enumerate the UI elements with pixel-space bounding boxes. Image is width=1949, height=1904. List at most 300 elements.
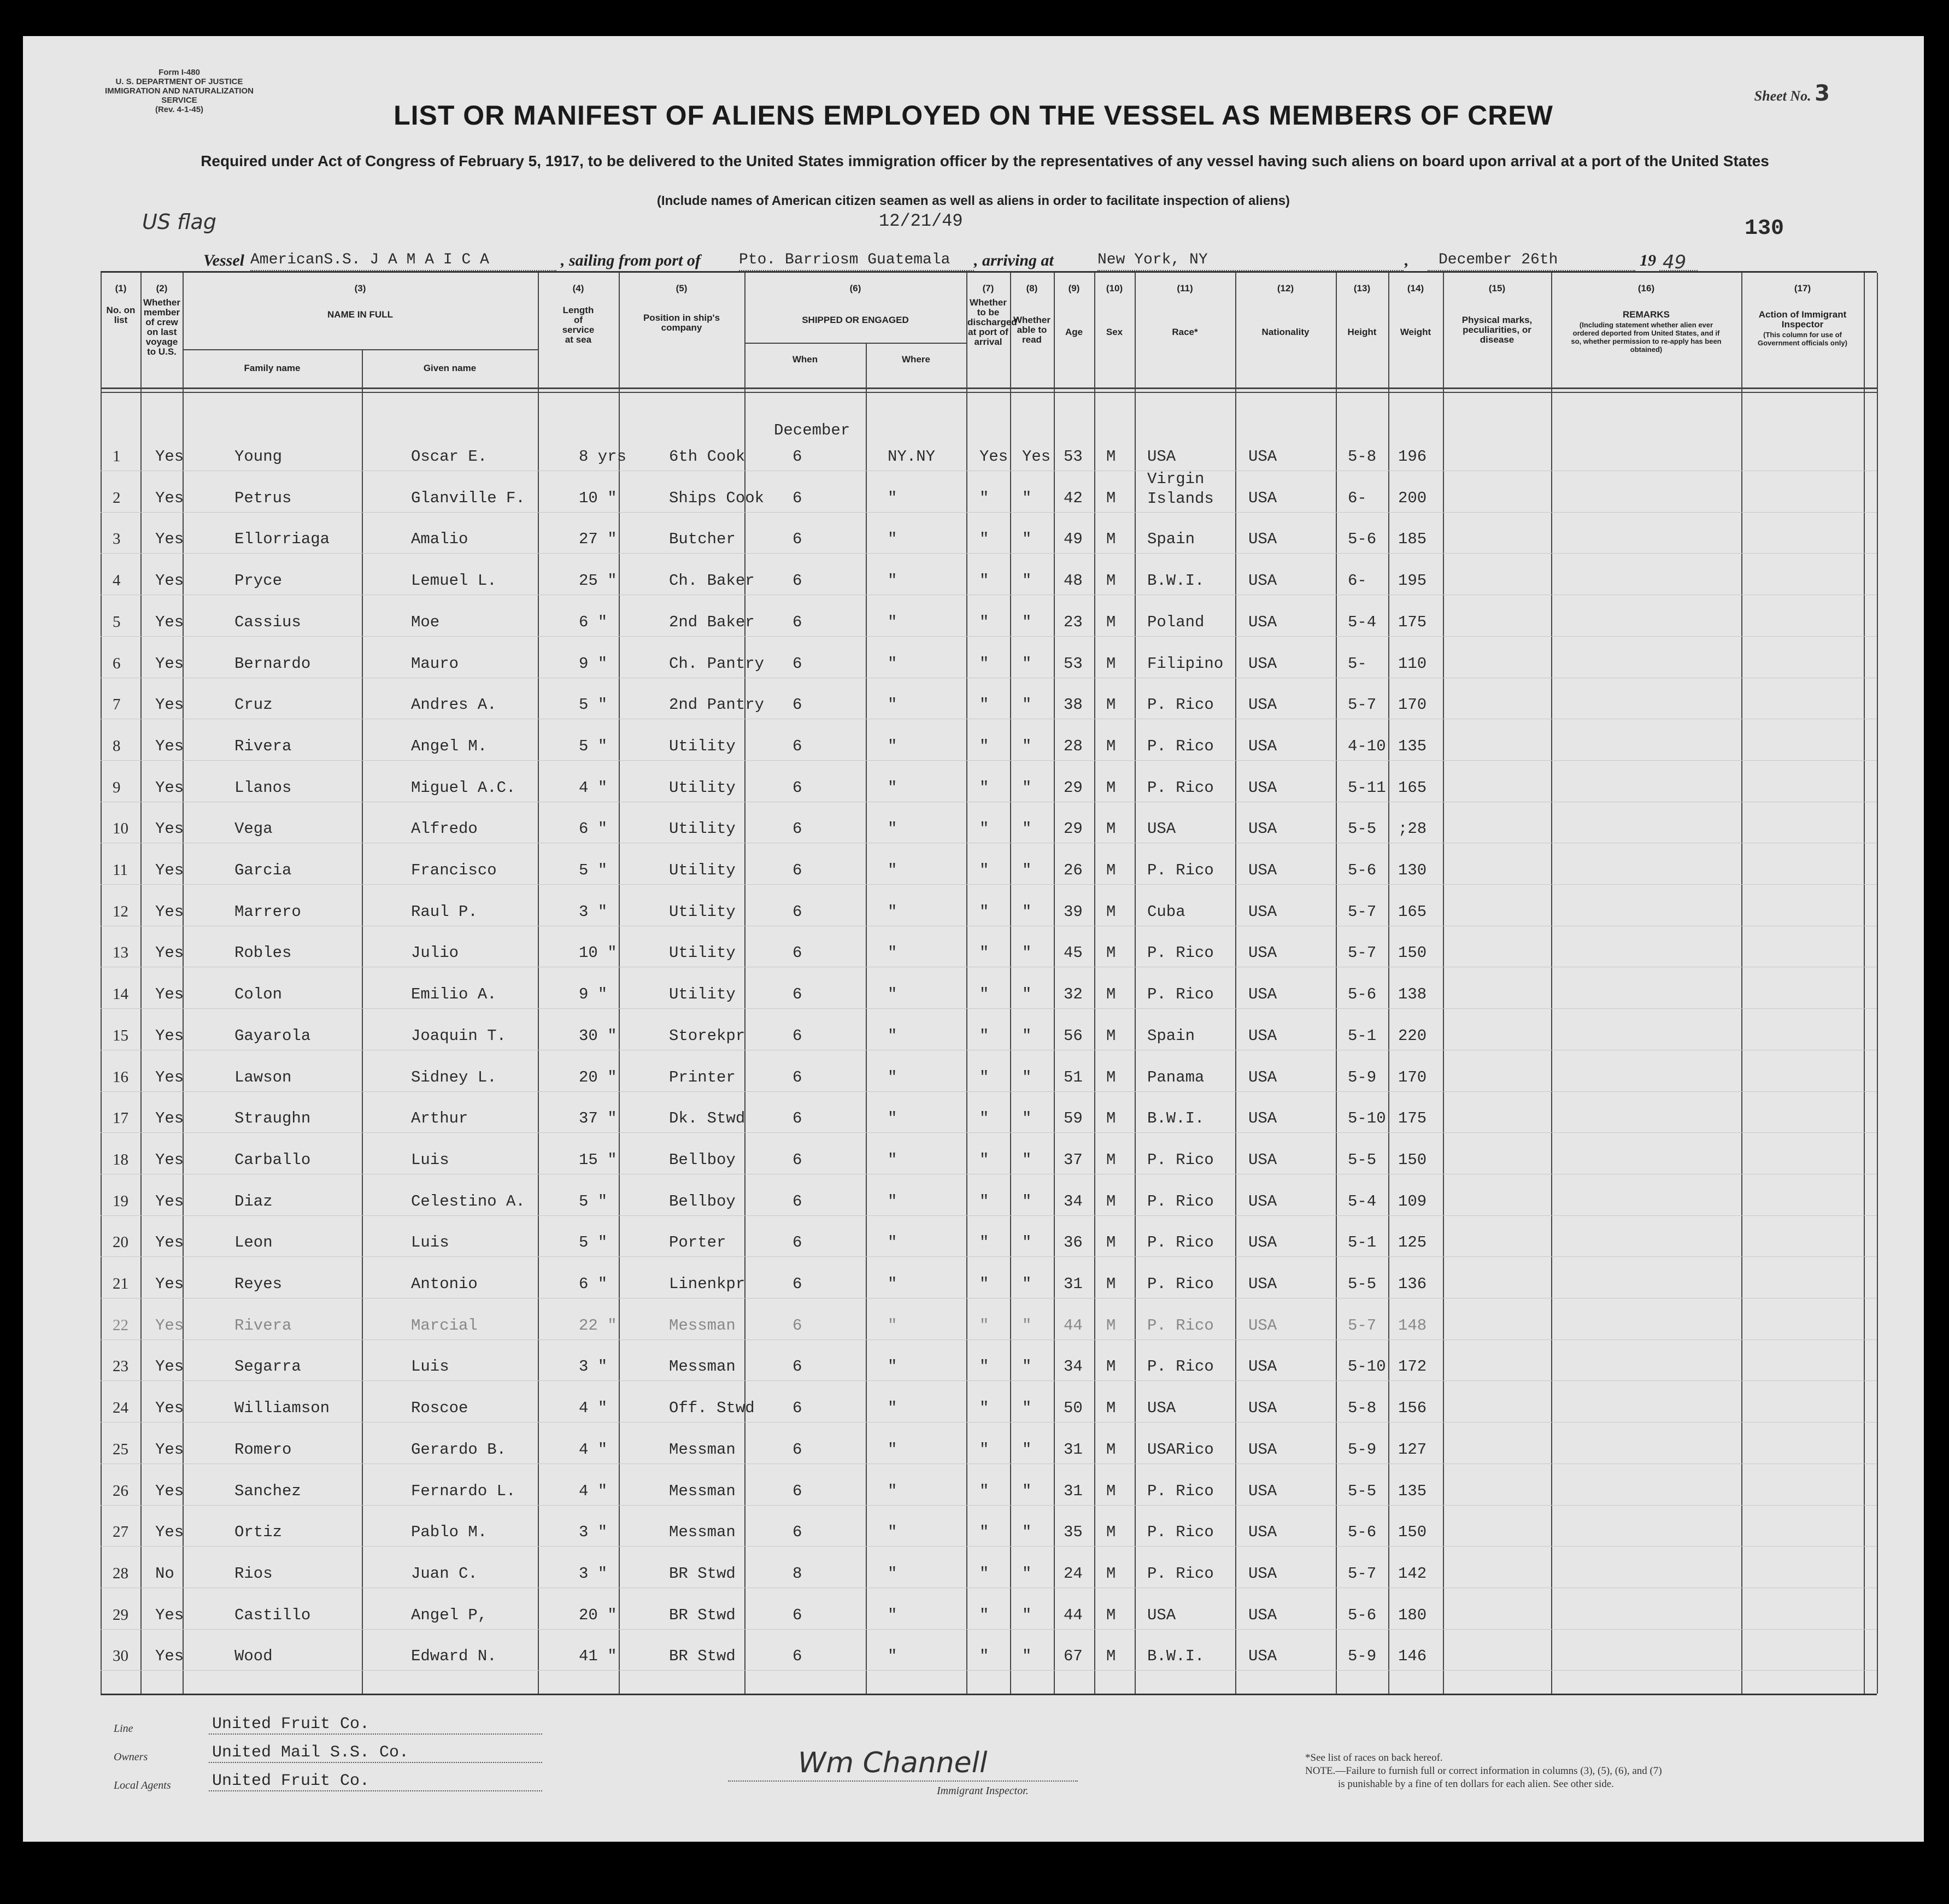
cell-sex: M — [1106, 1026, 1116, 1045]
cell-discharged: " — [979, 985, 989, 1004]
cell-length-of-service: 4 " — [579, 1440, 608, 1459]
cell-height: 5-5 — [1348, 1275, 1377, 1293]
cell-able-to-read: " — [1022, 944, 1032, 962]
cell-last-voyage: Yes — [155, 1523, 184, 1542]
cell-position: Bellboy — [669, 1150, 736, 1169]
cell-weight: 138 — [1398, 985, 1427, 1004]
cell-able-to-read: " — [1022, 820, 1032, 838]
cell-age: 37 — [1064, 1150, 1083, 1169]
footer-line-label: Line — [114, 1723, 133, 1735]
cell-shipped-where: " — [888, 1150, 897, 1169]
cell-shipped-where: " — [888, 654, 897, 673]
cell-shipped-where: NY.NY — [888, 448, 936, 466]
cell-shipped-where: " — [888, 985, 897, 1004]
sheet-number-value: 3 — [1815, 81, 1830, 106]
header-c1: (1) No. on list — [106, 283, 136, 325]
cell-shipped-where: " — [888, 1358, 897, 1376]
cell-shipped-where: " — [888, 737, 897, 755]
cell-given-name: Gerardo B. — [411, 1440, 507, 1459]
cell-shipped-where: " — [888, 1523, 897, 1542]
cell-length-of-service: 4 " — [579, 1399, 608, 1418]
cell-age: 39 — [1064, 902, 1083, 921]
cell-race: USARico — [1147, 1440, 1214, 1459]
cell-shipped-where: " — [888, 1647, 897, 1666]
cell-height: 5-6 — [1348, 861, 1377, 879]
arriving-port: New York, NY — [1097, 251, 1208, 268]
cell-race: B.W.I. — [1147, 572, 1205, 590]
cell-shipped-where: " — [888, 1564, 897, 1583]
cell-shipped-where: " — [888, 1482, 897, 1500]
cell-able-to-read: " — [1022, 696, 1032, 714]
cell-able-to-read: " — [1022, 572, 1032, 590]
footer-owners-value: United Mail S.S. Co. — [212, 1743, 409, 1762]
cell-height: 5-7 — [1348, 1316, 1377, 1335]
cell-age: 28 — [1064, 737, 1083, 755]
row-rule — [101, 1380, 1877, 1381]
cell-row-number: 27 — [113, 1523, 128, 1541]
cell-length-of-service: 6 " — [579, 820, 608, 838]
cell-age: 31 — [1064, 1482, 1083, 1500]
row-rule — [101, 1505, 1877, 1506]
cell-weight: 172 — [1398, 1358, 1427, 1376]
cell-family-name: Garcia — [234, 861, 292, 879]
footer-owners-label: Owners — [114, 1751, 148, 1763]
cell-nationality: USA — [1248, 1606, 1277, 1624]
cell-sex: M — [1106, 696, 1116, 714]
cell-given-name: Francisco — [411, 861, 497, 879]
header-c17: (17) Action of Immigrant Inspector (This column for use of Government officials only) — [1758, 283, 1847, 347]
cell-given-name: Celestino A. — [411, 1192, 525, 1210]
cell-last-voyage: Yes — [155, 1647, 184, 1666]
cell-length-of-service: 6 " — [579, 1275, 608, 1293]
cell-age: 38 — [1064, 696, 1083, 714]
cell-sex: M — [1106, 1275, 1116, 1293]
cell-nationality: USA — [1248, 1233, 1277, 1252]
cell-position: Utility — [669, 737, 736, 755]
cell-shipped-when: 8 — [792, 1564, 802, 1583]
cell-last-voyage: Yes — [155, 572, 184, 590]
cell-shipped-when: 6 — [792, 530, 802, 549]
cell-sex: M — [1106, 1399, 1116, 1418]
cell-row-number: 12 — [113, 902, 128, 920]
cell-weight: 150 — [1398, 1523, 1427, 1542]
cell-discharged: " — [979, 1026, 989, 1045]
cell-shipped-where: " — [888, 1275, 897, 1293]
crew-manifest-table — [101, 271, 1877, 1695]
cell-family-name: Sanchez — [234, 1482, 301, 1500]
cell-able-to-read: " — [1022, 861, 1032, 879]
cell-position: Storekpr — [669, 1026, 745, 1045]
cell-race: USA — [1147, 448, 1176, 466]
cell-last-voyage: Yes — [155, 1150, 184, 1169]
cell-nationality: USA — [1248, 1358, 1277, 1376]
cell-height: 5-10 — [1348, 1109, 1386, 1128]
cell-discharged: " — [979, 1564, 989, 1583]
cell-length-of-service: 3 " — [579, 1358, 608, 1376]
cell-last-voyage: Yes — [155, 1026, 184, 1045]
cell-age: 51 — [1064, 1068, 1083, 1086]
cell-able-to-read: " — [1022, 1523, 1032, 1542]
cell-race: USA — [1147, 1399, 1176, 1418]
cell-given-name: Andres A. — [411, 696, 497, 714]
cell-sex: M — [1106, 572, 1116, 590]
cell-height: 5-9 — [1348, 1647, 1377, 1666]
cell-weight: 130 — [1398, 861, 1427, 879]
cell-position: BR Stwd — [669, 1647, 736, 1666]
cell-age: 32 — [1064, 985, 1083, 1004]
cell-sex: M — [1106, 1440, 1116, 1459]
cell-able-to-read: " — [1022, 737, 1032, 755]
cell-able-to-read: " — [1022, 1150, 1032, 1169]
cell-discharged: " — [979, 861, 989, 879]
cell-shipped-when: 6 — [792, 572, 802, 590]
cell-last-voyage: Yes — [155, 1233, 184, 1252]
cell-length-of-service: 5 " — [579, 737, 608, 755]
cell-nationality: USA — [1248, 1564, 1277, 1583]
manifest-sheet: Form I-480 U. S. DEPARTMENT OF JUSTICE IMMIGRATION AND NATURALIZATION SERVICE (Rev. 4-1-45) Sheet No. 3 LIST OR MANIFEST OF ALIENS EMPLOYED ON THE VESSEL AS MEMBERS OF CREW Required under Act of Congress of February 5, 1917, to be delivered to the United States immigration officer by the representatives of any vessel having such aliens on board upon arrival at a port of the United States (Include names of American citizen seamen as well as aliens in order to facilitate inspection of aliens) US flag 12/21/49 130 Vessel AmericanS.S. J A M A I C A , sailing from port of Pto. Barriosm Guatemala , arriving at New York, NY , December 26th 19 49 (1) No. on list (2) Whether member of crew on last voyage to U.S. (3) NAME IN FULL Family name Given name (4) Length of service at sea (5) Position in ship's company (6) SHIPPED OR ENGAGED When Where (7) Whether to be discharged at port of arrival (8) Whether able to read (9) Age (10) Sex (11) Race* (12) Nationality (13) Height (14) Weight (15) Physical marks, peculiarities, or disease (16) REMARKS (Including statement whether alien ever ordered deported from United States, and if so, whether permission to re-apply has been obtained) (17) Action of Immigrant Inspector (This column for use of Government officials only) December 1 Yes Young Oscar E. 8 yrs 6th Cook 6 NY.NY Yes Yes 53 M USA USA 5-8 196 2 Yes Petrus Glanville F. 10 " Ships Cook 6 " " " 42 M Virgin Islands USA 6- 200 3 Yes Ellorriaga Amalio 27 " Butcher 6 " " " 49 M Spain USA 5-6 185 4 Yes Pryce Lemuel L. 25 " Ch. Baker 6 " " " 48 M B.W.I. USA 6- 195 5 Yes Cassius Moe 6 " 2nd Baker 6 " " " 23 M Poland USA 5-4 175 6 Yes Bernardo Mauro 9 " Ch. Pantry 6 " " " 53 M Filipino USA 5- 110 7 Yes Cruz Andres A. 5 " 2nd Pantry 6 " " " 38 M P. Rico USA 5-7 170 8 Yes Rivera Angel M. 5 " Utility 6 " " " 28 M P. Rico USA 4-10 135 9 Yes Llanos Miguel A.C. 4 " Utility 6 " " " 29 M P. Rico USA 5-11 165 10 Yes Vega Alfredo 6 " Utility 6 " " " 29 M USA USA 5-5 ;28 11 Yes Garcia Francisco 5 " Utility 6 " " " 26 M P. Rico USA 5-6 130 12 Yes Marrero Raul P. 3 " Utility 6 " " " 39 M Cuba USA 5-7 165 13 Yes Robles Julio 10 " Utility 6 " " " 45 M P. Rico USA 5-7 150 14 Yes Colon Emilio A. 9 " Utility 6 " " " 32 M P. Rico USA 5-6 138 15 Yes Gayarola Joaquin T. 30 " Storekpr 6 " " " 56 M Spain USA 5-1 220 16 Yes Lawson Sidney L. 20 " Printer 6 " " " 51 M Panama USA 5-9 170 17 Yes Straughn Arthur 37 " Dk. Stwd 6 " " " 59 M B.W.I. USA 5-10 175 18 Yes Carballo Luis 15 " Bellboy 6 " " " 37 M P. Rico USA 5-5 150 19 Yes Diaz Celestino A. 5 " Bellboy 6 " " " 34 M P. Rico USA 5-4 109 20 Yes Leon Luis 5 " Porter 6 " " " 36 M P. Rico USA 5-1 125 21 Yes Reyes Antonio 6 " Linenkpr 6 " " " 31 M P. Rico USA 5-5 136 22 Yes Rivera Marcial 22 " Messman 6 " " " 44 M P. Rico USA 5-7 148 23 Yes Segarra Luis 3 " Messman 6 " " " 34 M P. Rico USA 5-10 172 24 Yes Williamson Roscoe 4 " Off. Stwd 6 " " " 50 M USA USA 5-8 156 25 Yes Romero Gerardo B. 4 " Messman 6 " " " 31 M USARico USA 5-9 127 26 Yes Sanchez Fernardo L. 4 " Messman 6 " " " 31 M P. Rico USA 5-5 135 27 Yes Ortiz Pablo M. 3 " Messman 6 " " " 35 M P. Rico USA 5-6 150 28 No Rios Juan C. 3 " BR Stwd 8 " " " 24 M P. Rico USA 5-7 142 29 Yes Castillo Angel P, 20 " BR Stwd 6 " " " 44 M USA USA 5-6 180 30 Yes Wood Edward N. 41 " BR Stwd 6 " " " 67 M B.W.I. USA 5-9 146 Line United Fruit Co. Owners United Mail S.S. Co. Local Agents United Fruit Co. Wm Channell Immigrant Inspector. *See list of races on back hereof. NOTE.—Failure to furnish full or correct information in columns (3), (5), (6), and (7) is punishable by a fine of ten dollars for each alien. See other side. — [23, 36, 1924, 1842]
cell-discharged: " — [979, 944, 989, 962]
cell-able-to-read: Yes — [1022, 448, 1051, 466]
cell-age: 29 — [1064, 778, 1083, 797]
cell-sex: M — [1106, 1606, 1116, 1624]
cell-race: P. Rico — [1147, 737, 1214, 755]
footnote-penalty-cont: is punishable by a fine of ten dollars for each alien. See other side. — [1338, 1778, 1614, 1790]
cell-position: Utility — [669, 778, 736, 797]
cell-length-of-service: 9 " — [579, 654, 608, 673]
cell-discharged: " — [979, 1399, 989, 1418]
year-prefix: 19 — [1640, 251, 1656, 269]
cell-length-of-service: 8 yrs — [579, 448, 627, 466]
cell-shipped-where: " — [888, 778, 897, 797]
cell-weight: 175 — [1398, 1109, 1427, 1128]
cell-row-number: 8 — [113, 737, 121, 755]
footer-agents-label: Local Agents — [114, 1779, 171, 1791]
cell-row-number: 10 — [113, 820, 128, 838]
cell-row-number: 19 — [113, 1192, 128, 1210]
cell-age: 56 — [1064, 1026, 1083, 1045]
cell-able-to-read: " — [1022, 1275, 1032, 1293]
cell-family-name: Cassius — [234, 613, 301, 631]
cell-shipped-where: " — [888, 613, 897, 631]
cell-shipped-where: " — [888, 1440, 897, 1459]
cell-position: Dk. Stwd — [669, 1109, 745, 1128]
cell-discharged: " — [979, 696, 989, 714]
cell-length-of-service: 22 " — [579, 1316, 617, 1335]
cell-last-voyage: Yes — [155, 1606, 184, 1624]
cell-length-of-service: 3 " — [579, 1564, 608, 1583]
cell-length-of-service: 6 " — [579, 613, 608, 631]
cell-family-name: Bernardo — [234, 654, 311, 673]
cell-given-name: Lemuel L. — [411, 572, 497, 590]
cell-sex: M — [1106, 737, 1116, 755]
cell-position: Utility — [669, 861, 736, 879]
cell-row-number: 14 — [113, 985, 128, 1003]
cell-nationality: USA — [1248, 613, 1277, 631]
cell-given-name: Glanville F. — [411, 489, 525, 507]
header-c14: (14) Weight — [1400, 283, 1431, 337]
cell-weight: 195 — [1398, 572, 1427, 590]
cell-row-number: 3 — [113, 530, 121, 548]
cell-position: Off. Stwd — [669, 1399, 755, 1418]
cell-weight: 200 — [1398, 489, 1427, 507]
cell-discharged: " — [979, 1523, 989, 1542]
cell-family-name: Lawson — [234, 1068, 292, 1086]
cell-last-voyage: Yes — [155, 1109, 184, 1128]
cell-given-name: Fernardo L. — [411, 1482, 516, 1500]
cell-discharged: " — [979, 1068, 989, 1086]
cell-given-name: Mauro — [411, 654, 459, 673]
page-count: 130 — [1745, 216, 1784, 241]
cell-row-number: 21 — [113, 1275, 128, 1292]
cell-row-number: 13 — [113, 944, 128, 962]
cell-row-number: 4 — [113, 572, 121, 590]
cell-nationality: USA — [1248, 1316, 1277, 1335]
header-when: When — [792, 354, 818, 365]
footer-agents-value: United Fruit Co. — [212, 1772, 370, 1790]
cell-age: 48 — [1064, 572, 1083, 590]
cell-height: 5-5 — [1348, 1150, 1377, 1169]
cell-shipped-when: 6 — [792, 985, 802, 1004]
cell-shipped-when: 6 — [792, 1150, 802, 1169]
cell-height: 4-10 — [1348, 737, 1386, 755]
cell-position: Ch. Pantry — [669, 654, 765, 673]
arrival-date: December 26th — [1439, 251, 1558, 268]
cell-weight: 170 — [1398, 696, 1427, 714]
cell-sex: M — [1106, 1109, 1116, 1128]
cell-length-of-service: 10 " — [579, 944, 617, 962]
cell-family-name: Marrero — [234, 902, 301, 921]
cell-age: 44 — [1064, 1316, 1083, 1335]
cell-weight: 180 — [1398, 1606, 1427, 1624]
cell-row-number: 9 — [113, 778, 121, 796]
row-rule — [101, 512, 1877, 513]
cell-weight: 125 — [1398, 1233, 1427, 1252]
cell-shipped-where: " — [888, 489, 897, 507]
cell-family-name: Vega — [234, 820, 273, 838]
cell-nationality: USA — [1248, 861, 1277, 879]
cell-able-to-read: " — [1022, 489, 1032, 507]
cell-discharged: " — [979, 530, 989, 549]
cell-able-to-read: " — [1022, 985, 1032, 1004]
cell-nationality: USA — [1248, 1109, 1277, 1128]
cell-age: 50 — [1064, 1399, 1083, 1418]
cell-age: 45 — [1064, 944, 1083, 962]
cell-last-voyage: No — [155, 1564, 174, 1583]
cell-row-number: 16 — [113, 1068, 128, 1086]
cell-last-voyage: Yes — [155, 1482, 184, 1500]
cell-length-of-service: 3 " — [579, 1523, 608, 1542]
cell-given-name: Joaquin T. — [411, 1026, 507, 1045]
header-c9: (9) Age — [1065, 283, 1083, 337]
cell-race: P. Rico — [1147, 985, 1214, 1004]
cell-able-to-read: " — [1022, 1606, 1032, 1624]
cell-discharged: " — [979, 778, 989, 797]
cell-last-voyage: Yes — [155, 1358, 184, 1376]
subtitle: Required under Act of Congress of February 5, 1917, to be delivered to the United States immigration officer by the representatives of any vessel having such aliens on board upon arrival at a port of the United States — [201, 152, 1769, 169]
cell-last-voyage: Yes — [155, 448, 184, 466]
cell-discharged: " — [979, 902, 989, 921]
row-rule — [101, 1091, 1877, 1092]
cell-nationality: USA — [1248, 1482, 1277, 1500]
cell-shipped-where: " — [888, 1026, 897, 1045]
cell-height: 6- — [1348, 489, 1367, 507]
cell-sex: M — [1106, 861, 1116, 879]
cell-age: 49 — [1064, 530, 1083, 549]
cell-length-of-service: 5 " — [579, 1192, 608, 1210]
cell-length-of-service: 10 " — [579, 489, 617, 507]
cell-family-name: Wood — [234, 1647, 273, 1666]
footer-line-value: United Fruit Co. — [212, 1715, 370, 1733]
cell-shipped-when: 6 — [792, 1358, 802, 1376]
cell-given-name: Sidney L. — [411, 1068, 497, 1086]
row-rule — [101, 636, 1877, 637]
cell-last-voyage: Yes — [155, 902, 184, 921]
cell-family-name: Petrus — [234, 489, 292, 507]
cell-able-to-read: " — [1022, 1233, 1032, 1252]
cell-position: 2nd Baker — [669, 613, 755, 631]
cell-age: 42 — [1064, 489, 1083, 507]
cell-family-name: Reyes — [234, 1275, 283, 1293]
cell-shipped-where: " — [888, 572, 897, 590]
cell-age: 34 — [1064, 1358, 1083, 1376]
row-rule — [101, 884, 1877, 885]
cell-weight: 135 — [1398, 1482, 1427, 1500]
cell-family-name: Segarra — [234, 1358, 301, 1376]
cell-row-number: 20 — [113, 1233, 128, 1251]
cell-length-of-service: 15 " — [579, 1150, 617, 1169]
cell-weight: 150 — [1398, 944, 1427, 962]
cell-race: P. Rico — [1147, 696, 1214, 714]
cell-family-name: Pryce — [234, 572, 283, 590]
cell-weight: 109 — [1398, 1192, 1427, 1210]
cell-last-voyage: Yes — [155, 696, 184, 714]
cell-shipped-where: " — [888, 1233, 897, 1252]
cell-shipped-when: 6 — [792, 1316, 802, 1335]
cell-race: P. Rico — [1147, 778, 1214, 797]
row-rule — [101, 1132, 1877, 1133]
cell-discharged: " — [979, 1606, 989, 1624]
cell-sex: M — [1106, 654, 1116, 673]
cell-position: Messman — [669, 1440, 736, 1459]
cell-height: 5-7 — [1348, 902, 1377, 921]
cell-height: 5-8 — [1348, 1399, 1377, 1418]
cell-weight: 220 — [1398, 1026, 1427, 1045]
cell-age: 26 — [1064, 861, 1083, 879]
cell-shipped-when: 6 — [792, 1399, 802, 1418]
cell-row-number: 25 — [113, 1440, 128, 1458]
cell-given-name: Arthur — [411, 1109, 468, 1128]
form-number: Form I-480 — [158, 68, 200, 77]
cell-nationality: USA — [1248, 985, 1277, 1004]
cell-nationality: USA — [1248, 1523, 1277, 1542]
header-c2: (2) Whether member of crew on last voyage to U.S. — [143, 283, 180, 357]
cell-length-of-service: 20 " — [579, 1068, 617, 1086]
cell-sex: M — [1106, 448, 1116, 466]
cell-shipped-where: " — [888, 944, 897, 962]
header-c11: (11) Race* — [1172, 283, 1198, 337]
cell-nationality: USA — [1248, 696, 1277, 714]
page-title: LIST OR MANIFEST OF ALIENS EMPLOYED ON THE VESSEL AS MEMBERS OF CREW — [394, 100, 1553, 131]
cell-shipped-when: 6 — [792, 696, 802, 714]
sailing-port: Pto. Barriosm Guatemala — [739, 251, 950, 268]
header-c4: (4) Length of service at sea — [562, 283, 595, 345]
cell-age: 53 — [1064, 654, 1083, 673]
cell-given-name: Luis — [411, 1233, 449, 1252]
header-c7: (7) Whether to be discharged at port of arrival — [967, 283, 1017, 347]
cell-weight: 135 — [1398, 737, 1427, 755]
cell-race: P. Rico — [1147, 1150, 1214, 1169]
cell-age: 23 — [1064, 613, 1083, 631]
cell-able-to-read: " — [1022, 778, 1032, 797]
cell-age: 59 — [1064, 1109, 1083, 1128]
cell-nationality: USA — [1248, 530, 1277, 549]
cell-race: Panama — [1147, 1068, 1205, 1086]
cell-discharged: Yes — [979, 448, 1008, 466]
row-rule — [101, 1339, 1877, 1340]
cell-age: 53 — [1064, 448, 1083, 466]
cell-family-name: Rivera — [234, 1316, 292, 1335]
cell-race: B.W.I. — [1147, 1109, 1205, 1128]
cell-last-voyage: Yes — [155, 944, 184, 962]
cell-able-to-read: " — [1022, 654, 1032, 673]
handwritten-date: 12/21/49 — [879, 211, 963, 231]
cell-row-number: 17 — [113, 1109, 128, 1127]
cell-position: BR Stwd — [669, 1606, 736, 1624]
when-month-header: December — [774, 421, 850, 439]
cell-discharged: " — [979, 1440, 989, 1459]
cell-shipped-where: " — [888, 1316, 897, 1335]
cell-family-name: Diaz — [234, 1192, 273, 1210]
cell-sex: M — [1106, 1564, 1116, 1583]
cell-shipped-when: 6 — [792, 613, 802, 631]
cell-nationality: USA — [1248, 1026, 1277, 1045]
cell-race: P. Rico — [1147, 1358, 1214, 1376]
cell-given-name: Oscar E. — [411, 448, 488, 466]
cell-sex: M — [1106, 1316, 1116, 1335]
cell-height: 5-5 — [1348, 1482, 1377, 1500]
cell-row-number: 11 — [113, 861, 128, 879]
cell-position: Printer — [669, 1068, 736, 1086]
cell-sex: M — [1106, 902, 1116, 921]
cell-discharged: " — [979, 820, 989, 838]
cell-sex: M — [1106, 1233, 1116, 1252]
cell-shipped-where: " — [888, 1192, 897, 1210]
cell-shipped-where: " — [888, 1109, 897, 1128]
cell-position: Ch. Baker — [669, 572, 755, 590]
header-c6: (6) SHIPPED OR ENGAGED — [802, 283, 909, 325]
cell-age: 31 — [1064, 1440, 1083, 1459]
cell-shipped-where: " — [888, 1068, 897, 1086]
cell-length-of-service: 41 " — [579, 1647, 617, 1666]
cell-last-voyage: Yes — [155, 861, 184, 879]
cell-able-to-read: " — [1022, 613, 1032, 631]
cell-family-name: Rivera — [234, 737, 292, 755]
cell-row-number: 24 — [113, 1399, 128, 1417]
cell-given-name: Roscoe — [411, 1399, 468, 1418]
cell-length-of-service: 4 " — [579, 778, 608, 797]
cell-sex: M — [1106, 613, 1116, 631]
cell-discharged: " — [979, 1192, 989, 1210]
header-c15: (15) Physical marks, peculiarities, or disease — [1461, 283, 1533, 345]
cell-position: Butcher — [669, 530, 736, 549]
cell-race: Filipino — [1147, 654, 1224, 673]
cell-last-voyage: Yes — [155, 1316, 184, 1335]
cell-age: 29 — [1064, 820, 1083, 838]
cell-sex: M — [1106, 530, 1116, 549]
cell-given-name: Antonio — [411, 1275, 478, 1293]
cell-race: Poland — [1147, 613, 1205, 631]
header-given-name: Given name — [423, 363, 477, 373]
